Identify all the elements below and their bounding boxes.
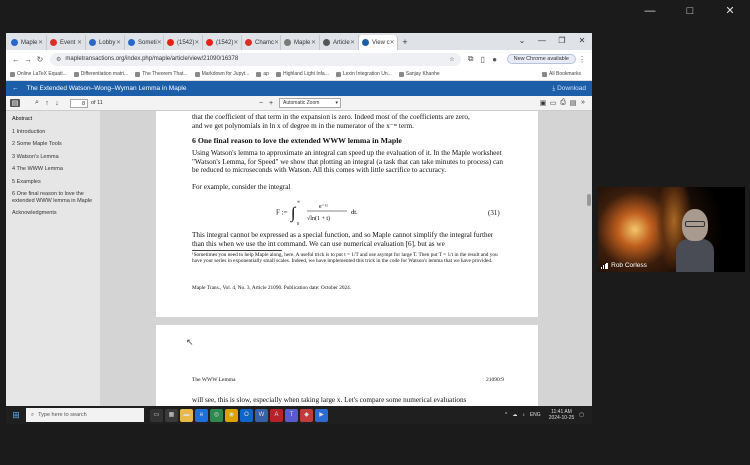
minimize-icon[interactable]: — bbox=[644, 5, 656, 17]
tab-close-icon[interactable]: ✕ bbox=[233, 40, 239, 46]
tab-close-icon[interactable]: ✕ bbox=[156, 40, 162, 46]
participant-video bbox=[676, 209, 714, 272]
bookmark-item[interactable] bbox=[399, 71, 440, 77]
file-explorer-icon[interactable]: ▬ bbox=[180, 409, 193, 422]
presentation-icon[interactable]: ▣ bbox=[539, 100, 547, 107]
bookmark-label: Differentiation matri... bbox=[80, 71, 129, 77]
bookmark-favicon-icon bbox=[74, 72, 79, 77]
extensions-icon[interactable]: ⧉ bbox=[467, 54, 474, 63]
tab-label: View c bbox=[372, 39, 390, 46]
footnote: ¹Sometimes you need to help Maple along, here. A useful trick is to put t = 1/T and use asympt for large T. Then put T = 1/t in the result and you have your series in exponentially small scales. Indeed, we have implemented this trick in the code for Watson's lemma that we have provided. bbox=[192, 252, 498, 265]
pinned-apps bbox=[150, 409, 330, 422]
tab-close-icon[interactable]: ✕ bbox=[274, 40, 280, 46]
tools-icon[interactable]: » bbox=[581, 99, 585, 106]
chrome-icon[interactable]: ◉ bbox=[225, 409, 238, 422]
tab-1[interactable] bbox=[47, 35, 86, 50]
volume-icon[interactable]: ♪ bbox=[522, 412, 525, 418]
task-view-icon[interactable]: ▭ bbox=[150, 409, 163, 422]
download-label: Download bbox=[557, 84, 586, 92]
outline-item[interactable]: 1 Introduction bbox=[12, 128, 46, 135]
bookmark-item[interactable] bbox=[135, 71, 187, 77]
clock[interactable] bbox=[549, 409, 575, 421]
article-back-icon[interactable]: ← bbox=[12, 85, 19, 92]
tab-0[interactable] bbox=[8, 35, 47, 50]
tab-close-icon[interactable]: ✕ bbox=[76, 40, 82, 46]
mouse-pointer-icon: ↖ bbox=[186, 337, 194, 347]
tab-favicon-icon bbox=[89, 39, 96, 46]
previous-page-icon[interactable]: ↑ bbox=[45, 99, 49, 107]
tab-8[interactable] bbox=[320, 35, 359, 50]
zoom-icon[interactable]: ▶ bbox=[315, 409, 328, 422]
tab-3[interactable] bbox=[125, 35, 164, 50]
notifications-icon[interactable]: ▢ bbox=[579, 412, 584, 418]
find-icon[interactable]: ⌕ bbox=[35, 99, 39, 106]
page-total: of 11 bbox=[91, 100, 103, 106]
svg-text:e⁻ˣᵗ: e⁻ˣᵗ bbox=[319, 204, 329, 210]
tab-favicon-icon bbox=[128, 39, 135, 46]
clock-time: 11:41 AM bbox=[551, 409, 572, 415]
bookmarks-bar bbox=[6, 68, 592, 81]
url-field[interactable] bbox=[50, 53, 461, 66]
bookmark-favicon-icon bbox=[195, 72, 200, 77]
tab-favicon-icon bbox=[362, 39, 369, 46]
bookmark-label: Highland Light Infa... bbox=[282, 71, 329, 77]
page-number-label: 21090:9 bbox=[485, 377, 504, 383]
tab-close-icon[interactable]: ✕ bbox=[349, 40, 355, 46]
bookmark-favicon-icon bbox=[256, 72, 261, 77]
app-icon[interactable]: ◆ bbox=[300, 409, 313, 422]
tab-label: Lobby bbox=[99, 39, 116, 46]
outline-item[interactable]: 6 One final reason to love the extended WWW lemma in Maple bbox=[12, 191, 93, 204]
zoom-controls bbox=[256, 98, 344, 108]
svg-text:∞: ∞ bbox=[297, 199, 301, 204]
download-button[interactable]: ⤓ Download bbox=[552, 84, 586, 92]
browser-minimize-icon[interactable]: — bbox=[538, 36, 546, 45]
tab-favicon-icon bbox=[284, 39, 291, 46]
outline-item[interactable]: 5 Examples bbox=[12, 178, 41, 185]
reload-icon[interactable]: ↻ bbox=[36, 54, 44, 64]
tab-6[interactable] bbox=[242, 35, 281, 50]
outline-item[interactable]: 4 The WWW Lemma bbox=[12, 166, 63, 172]
outline-sidebar bbox=[6, 111, 100, 406]
network-icon[interactable]: ☁ bbox=[512, 412, 518, 418]
tab-close-icon[interactable]: ✕ bbox=[194, 40, 200, 46]
tab-2[interactable] bbox=[86, 35, 125, 50]
widgets-icon[interactable]: ▦ bbox=[165, 409, 178, 422]
pdf-viewer-body bbox=[6, 111, 592, 406]
outline-item[interactable]: 2 Some Maple Tools bbox=[12, 141, 62, 147]
pdf-page bbox=[156, 111, 538, 317]
edge-icon[interactable]: e bbox=[195, 409, 208, 422]
bookmark-item[interactable] bbox=[256, 71, 269, 77]
article-title[interactable]: The Extended Watson–Wong–Wyman Lemma in Maple bbox=[26, 85, 187, 92]
body-text: that the coefficient of that term in the expansion is zero. Indeed most of the coefficients are zero, bbox=[192, 113, 470, 121]
bookmark-item[interactable] bbox=[195, 71, 250, 77]
show-hidden-icon[interactable]: ^ bbox=[504, 412, 508, 418]
tab-label: Someti bbox=[138, 39, 157, 46]
bookmark-favicon-icon bbox=[276, 72, 281, 77]
svg-text:0: 0 bbox=[297, 221, 300, 226]
folder-icon bbox=[542, 72, 547, 77]
system-tray bbox=[500, 409, 592, 421]
bookmark-label: ap bbox=[263, 71, 269, 77]
save-icon[interactable]: ▤ bbox=[569, 100, 577, 107]
shirt-shape bbox=[676, 239, 714, 272]
svg-text:∫: ∫ bbox=[291, 205, 296, 222]
svg-text:dt.: dt. bbox=[351, 209, 358, 216]
pdf-page bbox=[156, 325, 538, 406]
bookmark-favicon-icon bbox=[135, 72, 140, 77]
bookmark-label: Sanjay Khanhe bbox=[405, 71, 440, 77]
new-chrome-available-button[interactable]: New Chrome available bbox=[507, 54, 576, 64]
bookmark-label: Markdown for Jupyt... bbox=[201, 71, 250, 77]
participant-name-tag bbox=[601, 262, 647, 269]
search-icon: ⌕ bbox=[31, 411, 35, 418]
outline-item[interactable]: Abstract bbox=[12, 116, 33, 122]
tab-label: Maple bbox=[294, 39, 311, 46]
section-heading: 6 One final reason to love the extended WWW lemma in Maple bbox=[192, 136, 402, 145]
bookmark-star-icon[interactable]: ☆ bbox=[449, 56, 455, 63]
forward-icon[interactable]: → bbox=[24, 54, 32, 64]
windows-taskbar bbox=[6, 406, 592, 424]
next-page-icon[interactable]: ↓ bbox=[55, 99, 59, 107]
bookmark-item[interactable] bbox=[336, 71, 392, 77]
tab-favicon-icon bbox=[167, 39, 174, 46]
equation-lhs: F := bbox=[276, 208, 288, 217]
document-area[interactable] bbox=[100, 111, 592, 406]
tab-favicon-icon bbox=[50, 39, 57, 46]
teams-icon[interactable]: T bbox=[285, 409, 298, 422]
bookmark-favicon-icon bbox=[399, 72, 404, 77]
page-number-input[interactable]: 8 bbox=[70, 99, 88, 108]
tab-label: Chamc bbox=[255, 39, 275, 46]
tab-label: (1542) bbox=[216, 39, 234, 46]
acrobat-icon[interactable]: A bbox=[270, 409, 283, 422]
bookmark-item[interactable] bbox=[74, 71, 128, 77]
profile-icon[interactable]: ● bbox=[492, 54, 498, 64]
tab-4[interactable] bbox=[164, 35, 203, 50]
body-text: For example, consider the integral bbox=[192, 183, 291, 191]
tab-close-icon[interactable]: ✕ bbox=[37, 40, 43, 46]
word-icon[interactable]: W bbox=[255, 409, 268, 422]
browser-restore-icon[interactable]: ❐ bbox=[558, 36, 566, 45]
tab-strip bbox=[6, 33, 592, 50]
maximize-icon[interactable]: □ bbox=[686, 5, 694, 17]
svg-text:√ln(1 + t): √ln(1 + t) bbox=[307, 216, 331, 222]
zoom-in-icon[interactable]: + bbox=[268, 99, 274, 107]
glasses-shape bbox=[685, 221, 705, 227]
outline-item[interactable]: 3 Watson's Lemma bbox=[12, 153, 59, 160]
print-icon[interactable]: ⎙ bbox=[560, 99, 566, 106]
sidebar-toggle-icon[interactable]: ▤ bbox=[11, 100, 19, 107]
body-text: and we get polynomials in ln x of degree m in the numerator of the x⁻ᵐ term. bbox=[192, 121, 414, 130]
tab-favicon-icon bbox=[11, 39, 18, 46]
new-tab-button[interactable]: + bbox=[402, 37, 408, 47]
bookmark-favicon-icon bbox=[10, 72, 15, 77]
footnote-rule bbox=[192, 250, 282, 251]
menu-icon[interactable]: ⋮ bbox=[578, 54, 586, 64]
scrollbar-thumb[interactable] bbox=[587, 194, 591, 206]
outer-window-controls bbox=[590, 0, 750, 22]
close-icon[interactable]: ✕ bbox=[725, 5, 735, 17]
taskbar-search[interactable] bbox=[26, 408, 144, 422]
browser-close-icon[interactable]: ✕ bbox=[578, 36, 586, 45]
bookmark-item[interactable] bbox=[10, 71, 67, 77]
tab-close-icon[interactable]: ✕ bbox=[310, 40, 316, 46]
body-paragraph: This integral cannot be expressed as a special function, and so Maple cannot simplify the integral further than this when we use the int command. We can use numerical evaluation [6], but as we bbox=[192, 231, 494, 248]
site-info-icon[interactable]: ⚙ bbox=[56, 56, 62, 63]
equation bbox=[276, 199, 367, 227]
tab-close-icon[interactable]: ✕ bbox=[389, 40, 395, 46]
search-placeholder: Type here to search bbox=[38, 412, 87, 418]
body-paragraph: Using Watson's lemma to approximate an integral can speed up the evaluation of it. In the Maple worksheet "Watson's Lemma, for Speed" we show that plotting an integral (a task that can take minutes to process) can be reduced to microseconds with Watson. All this comes with little sacrifice to accuracy. bbox=[192, 149, 503, 174]
tab-favicon-icon bbox=[206, 39, 213, 46]
tab-search-icon[interactable]: ⌄ bbox=[518, 36, 526, 45]
pdf-toolbar bbox=[6, 96, 592, 111]
bookmark-label: The Theorem That... bbox=[142, 71, 188, 77]
bookmark-favicon-icon bbox=[336, 72, 341, 77]
body-text: will see, this is slow, especially when taking large x. Let's compare some numerical evaluations bbox=[192, 396, 467, 404]
all-bookmarks-button[interactable] bbox=[542, 71, 581, 77]
running-head: The WWW Lemma bbox=[192, 377, 236, 383]
browser-window-controls bbox=[512, 33, 592, 48]
tab-label: Event bbox=[60, 39, 76, 46]
outline-item[interactable]: Acknowledgments bbox=[12, 210, 57, 216]
tab-label: (1542) bbox=[177, 39, 195, 46]
address-bar-row bbox=[6, 50, 592, 68]
side-panel-icon[interactable]: ▯ bbox=[480, 54, 485, 64]
signal-bars-icon bbox=[601, 263, 608, 269]
integral-formula bbox=[289, 199, 367, 227]
bookmark-label: Online LaTeX Equati... bbox=[17, 71, 67, 77]
clock-date: 2024-10-25 bbox=[548, 415, 575, 421]
article-header bbox=[6, 81, 592, 96]
outlook-icon[interactable]: O bbox=[240, 409, 253, 422]
tab-favicon-icon bbox=[245, 39, 252, 46]
pdf-right-tools bbox=[538, 99, 588, 107]
equation-number: (31) bbox=[488, 209, 500, 217]
zoom-out-icon[interactable]: − bbox=[258, 99, 264, 107]
windows-start-icon[interactable]: ⊞ bbox=[12, 409, 20, 420]
bookmark-label: Lexin Integration Un... bbox=[342, 71, 392, 77]
tab-label: Maple bbox=[21, 39, 38, 46]
tab-7[interactable] bbox=[281, 35, 320, 50]
tab-label: Article bbox=[333, 39, 350, 46]
tab-close-icon[interactable]: ✕ bbox=[115, 40, 121, 46]
back-icon[interactable]: ← bbox=[12, 54, 20, 64]
app-icon[interactable]: ◎ bbox=[210, 409, 223, 422]
open-file-icon[interactable]: ▭ bbox=[549, 100, 557, 107]
page-footer: Maple Trans., Vol. 4, No. 3, Article 21090. Publication date: October 2024. bbox=[192, 285, 352, 291]
bookmark-item[interactable] bbox=[276, 71, 329, 77]
language-indicator[interactable]: ENG bbox=[529, 412, 541, 418]
tab-favicon-icon bbox=[323, 39, 330, 46]
browser-window bbox=[6, 33, 592, 406]
tab-9-active[interactable] bbox=[359, 35, 398, 50]
tab-5[interactable] bbox=[203, 35, 242, 50]
url-text: mapletransactions.org/index.php/maple/article/view/21090/16378 bbox=[65, 56, 239, 62]
webcam-tile[interactable] bbox=[598, 187, 745, 272]
zoom-select[interactable]: Automatic Zoom ▾ bbox=[279, 98, 341, 108]
participant-name: Rob Corless bbox=[611, 262, 647, 269]
all-bookmarks-label: All Bookmarks bbox=[549, 71, 581, 77]
